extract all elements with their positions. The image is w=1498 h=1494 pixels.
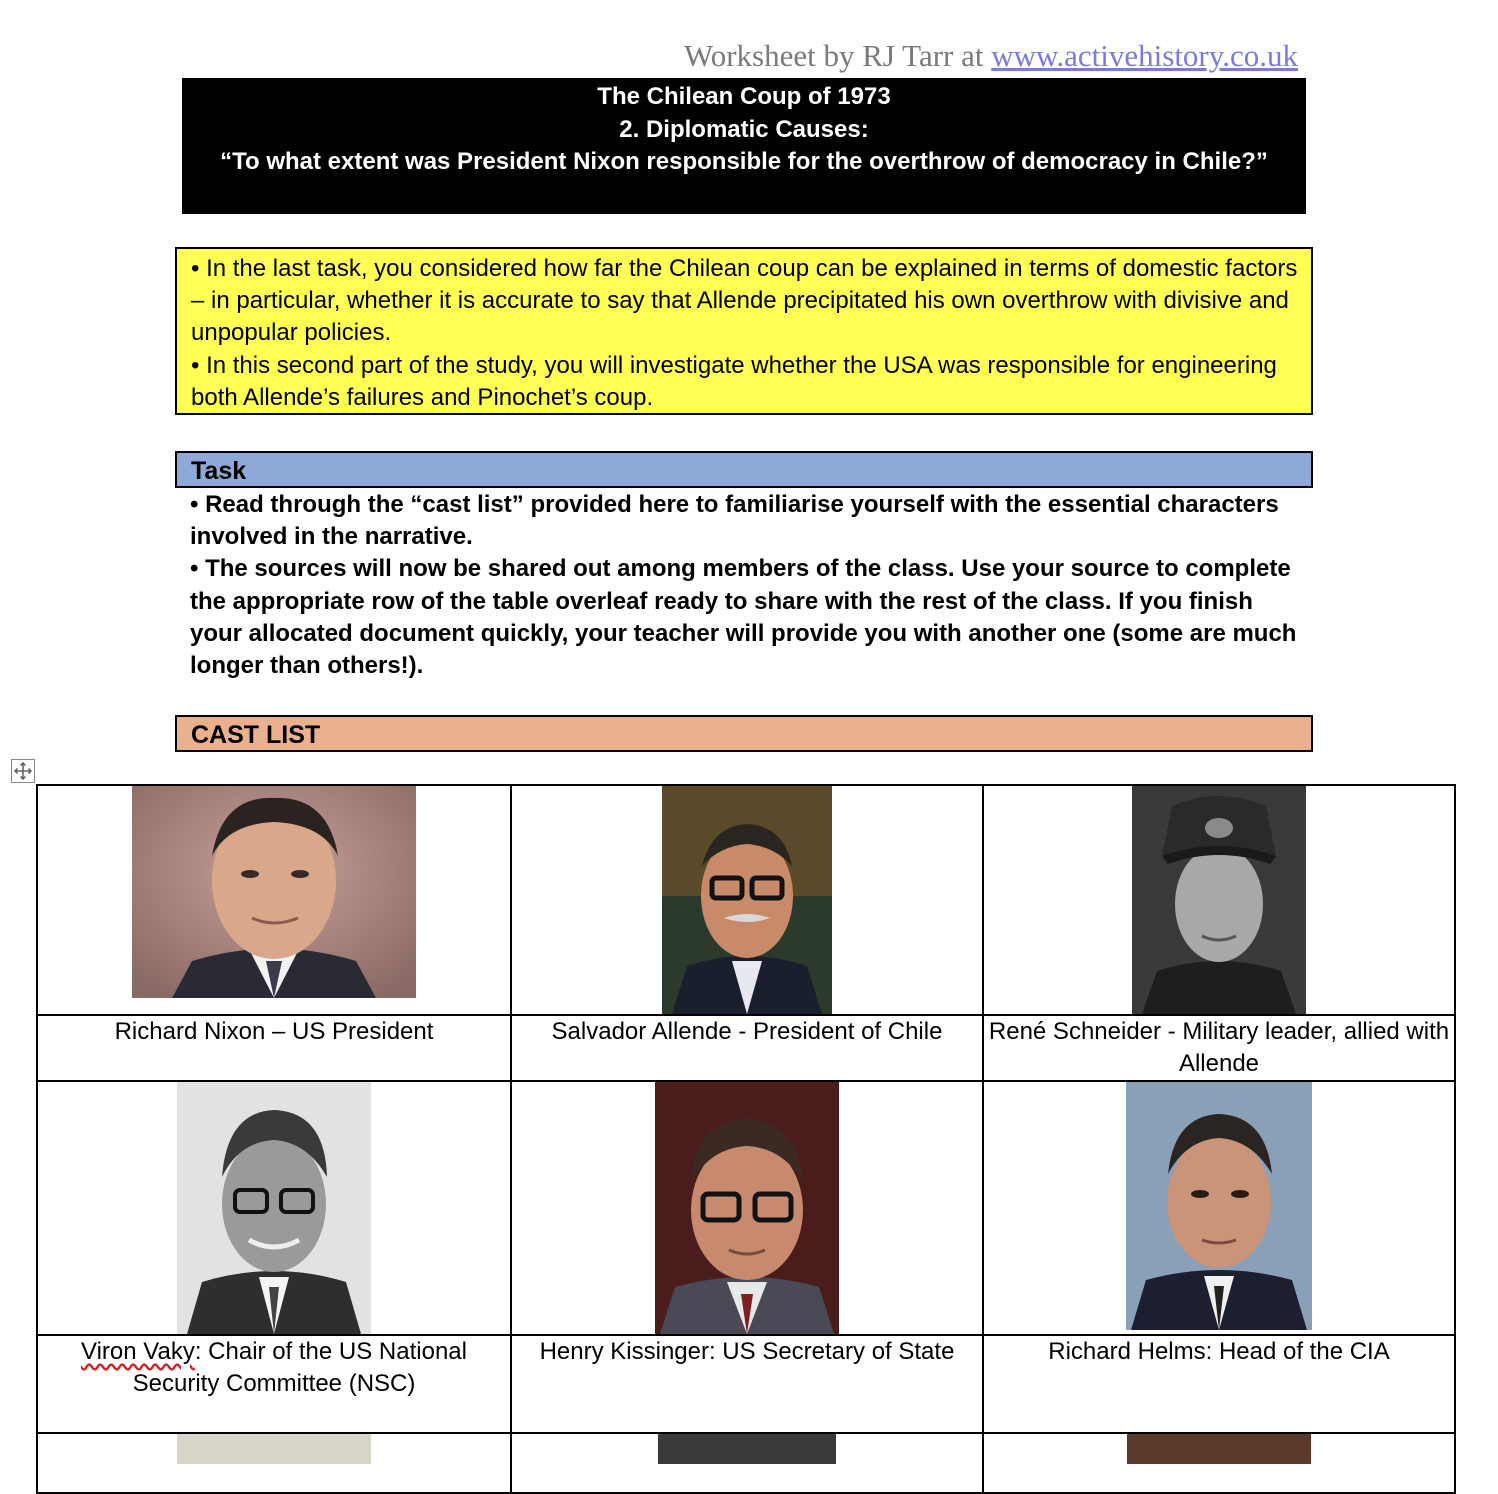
intro-bullet-1: • In the last task, you considered how far the Chilean coup can be explained in terms of domestic factors – in particular, whether it is accurate to say that Allende precipitated his own overthrow with divisive and unpopular policies. bbox=[191, 255, 1298, 347]
photo-cell-nixon bbox=[37, 785, 511, 1015]
caption-vaky bbox=[37, 1335, 511, 1433]
task-instructions bbox=[190, 489, 1306, 682]
caption-allende: Salvador Allende - President of Chile bbox=[511, 1015, 983, 1081]
title-question: “To what extent was President Nixon responsible for the overthrow of democracy in Chile?” bbox=[220, 148, 1268, 175]
cast-table bbox=[36, 784, 1456, 1494]
caption-nixon: Richard Nixon – US President bbox=[37, 1015, 511, 1081]
photo-cell-schneider bbox=[983, 785, 1455, 1015]
kissinger-portrait bbox=[655, 1082, 839, 1334]
title-line-2: 2. Diplomatic Causes: bbox=[619, 115, 869, 143]
photo-cell-row3-1 bbox=[37, 1433, 511, 1493]
vaky-portrait bbox=[177, 1082, 371, 1334]
caption-vaky-name: Viron Vaky bbox=[81, 1338, 195, 1365]
portrait-row3-1 bbox=[177, 1434, 371, 1464]
photo-cell-kissinger bbox=[511, 1081, 983, 1335]
schneider-portrait bbox=[1132, 786, 1306, 1014]
helms-portrait bbox=[1126, 1082, 1312, 1330]
portrait-row3-2 bbox=[658, 1434, 836, 1464]
worksheet-credit bbox=[684, 38, 1298, 74]
caption-kissinger: Henry Kissinger: US Secretary of State bbox=[511, 1335, 983, 1433]
photo-cell-row3-3 bbox=[983, 1433, 1455, 1493]
intro-box bbox=[175, 247, 1313, 415]
portrait-row3-3 bbox=[1127, 1434, 1311, 1464]
caption-helms: Richard Helms: Head of the CIA bbox=[983, 1335, 1455, 1433]
intro-bullet-2: • In this second part of the study, you will investigate whether the USA was responsible for engineering both Allende’s failures and Pinochet’s coup. bbox=[191, 351, 1277, 411]
allende-portrait bbox=[662, 786, 832, 1014]
photo-cell-vaky bbox=[37, 1081, 511, 1335]
caption-vaky-role: : Chair of the US National Security Committee (NSC) bbox=[132, 1338, 467, 1397]
table-move-handle-icon[interactable] bbox=[11, 759, 35, 783]
task-bullet-1: • Read through the “cast list” provided here to familiarise yourself with the essential characters involved in the narrative. bbox=[190, 491, 1279, 551]
photo-cell-row3-2 bbox=[511, 1433, 983, 1493]
credit-prefix: Worksheet by RJ Tarr at bbox=[683, 38, 992, 73]
task-heading: Task bbox=[175, 451, 1313, 488]
cast-list-heading: CAST LIST bbox=[175, 715, 1313, 752]
photo-cell-allende bbox=[511, 785, 983, 1015]
title-banner bbox=[182, 78, 1306, 214]
caption-schneider: René Schneider - Military leader, allied with Allende bbox=[983, 1015, 1455, 1081]
credit-link[interactable]: www.activehistory.co.uk bbox=[991, 38, 1298, 73]
nixon-portrait bbox=[132, 786, 416, 998]
title-line-1: The Chilean Coup of 1973 bbox=[597, 83, 891, 110]
task-bullet-2: • The sources will now be shared out among members of the class. Use your source to complete the appropriate row of the table overleaf ready to share with the rest of the class. If you finish your allocated document quickly, your teacher will provide you with another one (some are much longer than others!). bbox=[190, 555, 1297, 680]
photo-cell-helms bbox=[983, 1081, 1455, 1335]
